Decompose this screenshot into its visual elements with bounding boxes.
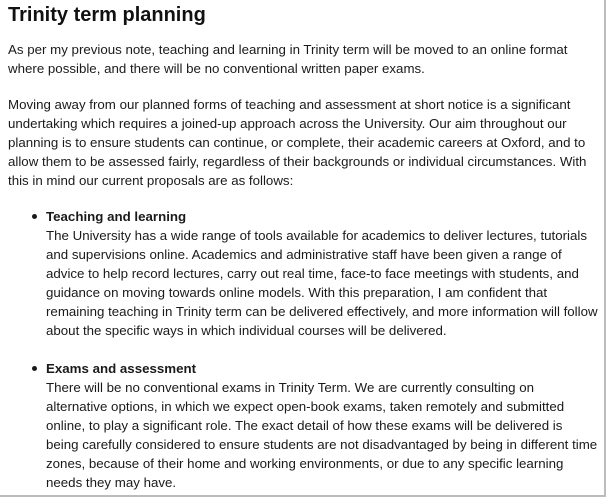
list-item-body: The University has a wide range of tools available for academics to deliver lectures, tutorials and supervisions online. Academics and administrative staff have been given a range of advice to help record lectures, carry out real time, face-to face meetings with students, and guidance on moving towards online models. With this preparation, I am confident that remaining teaching in Trinity term can be delivered effectively, and more information will follow about the specific ways in which individual courses will be delivered.: [46, 228, 598, 338]
proposals-paragraph: Moving away from our planned forms of teaching and assessment at short notice is a significant undertaking which requires a joined-up approach across the University. Our aim throughout our planning is to ensure students can continue, or complete, their academic careers at Oxford, and to allow them to be assessed fairly, regardless of their backgrounds or individual circumstances. With this in mind our current proposals are as follows:: [8, 97, 587, 188]
document-content: [8, 2, 598, 492]
bullet-icon: [32, 366, 37, 371]
intro-paragraph: As per my previous note, teaching and learning in Trinity term will be moved to an online format where possible, and there will be no conventional written paper exams.: [8, 42, 568, 76]
proposals-list: [8, 207, 598, 492]
bullet-icon: [32, 214, 37, 219]
list-item-body: There will be no conventional exams in Trinity Term. We are currently consulting on alternative options, in which we expect open-book exams, taken remotely and submitted online, to play a significant role. The exact detail of how these exams will be delivered is being carefully considered to ensure students are not disadvantaged by being in different time zones, because of their home and working environments, or due to any specific learning needs they may have.: [46, 380, 598, 490]
list-item-teaching: [8, 207, 598, 340]
list-item-title: Exams and assessment: [46, 361, 197, 376]
document-title: Trinity term planning: [8, 4, 206, 26]
list-item-title: Teaching and learning: [46, 209, 187, 224]
list-item-exams: [8, 359, 598, 492]
